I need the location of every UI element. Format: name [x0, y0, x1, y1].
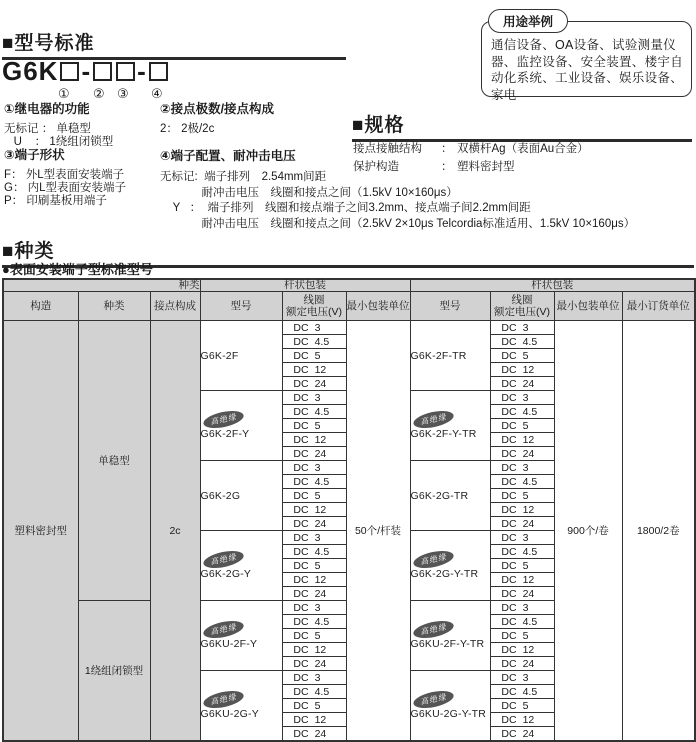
voltage-prefix: DC: [501, 601, 517, 614]
coil-voltage-cell: [490, 573, 554, 587]
coil-voltage-cell: [490, 335, 554, 349]
coil-voltage-cell: [282, 475, 346, 489]
voltage-value: 3: [522, 531, 529, 544]
spec-key: 接点接触结构: [353, 143, 422, 155]
voltage-prefix: DC: [293, 601, 309, 614]
spec-separator: ：: [441, 160, 453, 173]
col-header-model: 型号: [410, 292, 490, 321]
model-code-prefix: G6K: [2, 55, 59, 86]
section-title: ④端子配置、耐冲击电压: [160, 149, 296, 163]
coil-voltage-cell: [282, 391, 346, 405]
voltage-value: 24: [522, 377, 535, 390]
voltage-value: 3: [522, 671, 529, 684]
voltage-value: 4.5: [522, 405, 538, 418]
voltage-prefix: DC: [293, 699, 309, 712]
spec-value: 塑料密封型: [457, 160, 515, 173]
coil-voltage-cell: [490, 377, 554, 391]
voltage-prefix: DC: [293, 503, 309, 516]
voltage-prefix: DC: [501, 629, 517, 642]
coil-voltage-cell: [282, 601, 346, 615]
stick-model-cell: [200, 671, 282, 742]
specs-heading: ■规格: [352, 110, 692, 142]
voltage-value: 12: [522, 643, 535, 656]
coil-header-line1: 线圈: [511, 294, 533, 306]
model-number: G6K-2G-Y: [200, 568, 252, 580]
voltage-value: 24: [522, 447, 535, 460]
voltage-prefix: DC: [501, 685, 517, 698]
voltage-value: 4.5: [314, 545, 330, 558]
voltage-prefix: DC: [501, 643, 517, 656]
voltage-value: 4.5: [522, 335, 538, 348]
digit-label: ②: [93, 86, 105, 101]
coil-voltage-cell: [282, 699, 346, 713]
voltage-prefix: DC: [293, 489, 309, 502]
coil-voltage-cell: [282, 321, 346, 335]
table-row: [3, 321, 695, 335]
section-title: ①继电器的功能: [4, 102, 90, 116]
coil-voltage-cell: [490, 727, 554, 742]
tape-packaging-group-header: 杆状包装: [410, 279, 695, 292]
coil-voltage-cell: [490, 629, 554, 643]
spec-key: 保护构造: [353, 160, 399, 173]
voltage-prefix: DC: [293, 349, 309, 362]
model-number: G6K-2G: [200, 489, 241, 502]
voltage-value: 4.5: [314, 405, 330, 418]
voltage-value: 12: [314, 503, 327, 516]
voltage-prefix: DC: [501, 727, 517, 740]
col-header-contact: 接点构成: [150, 292, 200, 321]
stick-packaging-group-header: 杆状包装: [200, 279, 410, 292]
coil-header-line2: 额定电压(V): [494, 306, 551, 318]
model-number: G6K-2G-Y-TR: [410, 568, 479, 580]
coil-voltage-cell: [282, 615, 346, 629]
coil-voltage-cell: [282, 559, 346, 573]
construction-cell: 塑料密封型: [3, 321, 78, 742]
tape-model-cell: [410, 461, 490, 531]
voltage-value: 24: [522, 587, 535, 600]
text-line: Y ： 端子排列 线圈和接点端子之间3.2mm、接点端子间2.2mm间距: [160, 202, 531, 214]
usage-examples-body: 通信设备、OA设备、试验测量仪器、监控设备、安全装置、楼宇自动化系统、工业设备、娱乐设备、家电: [491, 38, 684, 102]
tape-model-cell: [410, 321, 490, 391]
tape-min-pack-cell: 900个/卷: [554, 321, 622, 742]
voltage-value: 4.5: [522, 475, 538, 488]
coil-voltage-cell: [282, 461, 346, 475]
coil-voltage-cell: [282, 433, 346, 447]
text-line: 无标记 ： 单稳型: [4, 123, 91, 135]
voltage-value: 4.5: [314, 475, 330, 488]
voltage-prefix: DC: [293, 321, 309, 334]
voltage-prefix: DC: [293, 629, 309, 642]
voltage-value: 24: [314, 377, 327, 390]
voltage-value: 5: [522, 419, 529, 432]
voltage-prefix: DC: [293, 727, 309, 740]
voltage-prefix: DC: [293, 475, 309, 488]
voltage-prefix: DC: [501, 433, 517, 446]
voltage-prefix: DC: [501, 419, 517, 432]
coil-voltage-cell: [282, 727, 346, 742]
voltage-value: 12: [522, 503, 535, 516]
model-number: G6K-2G-TR: [410, 489, 469, 502]
voltage-prefix: DC: [293, 545, 309, 558]
coil-voltage-cell: [282, 671, 346, 685]
coil-voltage-cell: [490, 713, 554, 727]
voltage-prefix: DC: [293, 573, 309, 586]
voltage-value: 12: [314, 573, 327, 586]
coil-voltage-cell: [282, 363, 346, 377]
coil-voltage-cell: [490, 349, 554, 363]
voltage-prefix: DC: [501, 657, 517, 670]
voltage-prefix: DC: [293, 713, 309, 726]
voltage-value: 24: [314, 727, 327, 740]
voltage-value: 5: [314, 699, 321, 712]
spec-row: [353, 159, 589, 177]
coil-voltage-cell: [282, 573, 346, 587]
coil-voltage-cell: [282, 517, 346, 531]
coil-voltage-cell: [490, 531, 554, 545]
voltage-value: 5: [314, 559, 321, 572]
col-header-min-pack: 最小包装单位: [554, 292, 622, 321]
voltage-value: 24: [314, 657, 327, 670]
coil-voltage-cell: [490, 517, 554, 531]
coil-voltage-cell: [282, 643, 346, 657]
voltage-value: 3: [522, 321, 529, 334]
model-code-box: [60, 62, 79, 81]
voltage-prefix: DC: [501, 391, 517, 404]
voltage-prefix: DC: [293, 517, 309, 530]
tape-model-cell: [410, 671, 490, 742]
section-title: ③端子形状: [4, 148, 65, 162]
coil-voltage-cell: [282, 713, 346, 727]
high-insulation-badge: 高绝缘: [201, 548, 244, 571]
voltage-value: 12: [314, 363, 327, 376]
table-corner-label: 种类: [3, 279, 200, 292]
voltage-prefix: DC: [293, 363, 309, 376]
tape-model-cell: [410, 391, 490, 461]
coil-header-line1: 线圈: [303, 294, 325, 306]
stick-model-cell: [200, 601, 282, 671]
coil-voltage-cell: [490, 461, 554, 475]
voltage-prefix: DC: [293, 447, 309, 460]
voltage-prefix: DC: [501, 559, 517, 572]
model-code-box: [93, 62, 112, 81]
tape-model-cell: [410, 601, 490, 671]
model-number: G6KU-2G-Y-TR: [410, 708, 487, 720]
col-header-model: 型号: [200, 292, 282, 321]
voltage-value: 12: [314, 643, 327, 656]
voltage-value: 4.5: [314, 615, 330, 628]
col-header-coil-voltage: [282, 292, 346, 321]
section-title: ②接点极数/接点构成: [160, 102, 275, 116]
voltage-prefix: DC: [501, 615, 517, 628]
voltage-prefix: DC: [501, 587, 517, 600]
voltage-value: 3: [314, 321, 321, 334]
voltage-prefix: DC: [293, 377, 309, 390]
voltage-prefix: DC: [501, 489, 517, 502]
voltage-value: 24: [522, 517, 535, 530]
model-number: G6K-2F-Y: [200, 428, 250, 440]
spec-row: [353, 141, 589, 159]
voltage-prefix: DC: [501, 503, 517, 516]
voltage-value: 3: [314, 391, 321, 404]
coil-header-line2: 额定电压(V): [286, 306, 342, 318]
voltage-prefix: DC: [501, 475, 517, 488]
voltage-prefix: DC: [293, 335, 309, 348]
voltage-prefix: DC: [501, 335, 517, 348]
coil-voltage-cell: [490, 643, 554, 657]
specs-list: [353, 141, 589, 176]
voltage-value: 4.5: [314, 335, 330, 348]
coil-voltage-cell: [282, 657, 346, 671]
high-insulation-badge: 高绝缘: [411, 408, 454, 431]
text-line: G： 内L型表面安装端子: [4, 182, 127, 194]
coil-voltage-cell: [490, 433, 554, 447]
contact-config-cell: 2c: [150, 321, 200, 742]
voltage-prefix: DC: [501, 671, 517, 684]
coil-voltage-cell: [490, 587, 554, 601]
voltage-prefix: DC: [501, 447, 517, 460]
coil-voltage-cell: [490, 363, 554, 377]
voltage-value: 5: [522, 699, 529, 712]
voltage-prefix: DC: [293, 587, 309, 600]
model-number: G6KU-2F-Y: [200, 638, 258, 650]
coil-voltage-cell: [282, 377, 346, 391]
types-subheading: ●表面安装端子型标准型号: [2, 262, 153, 277]
model-code: [2, 55, 170, 86]
voltage-value: 24: [522, 657, 535, 670]
col-header-min-order: 最小订货单位: [622, 292, 695, 321]
model-number: G6KU-2F-Y-TR: [410, 638, 485, 650]
digit-label: ①: [58, 86, 70, 101]
col-header-type: 种类: [78, 292, 150, 321]
voltage-value: 12: [522, 363, 535, 376]
stick-model-cell: [200, 321, 282, 391]
digit-label: ④: [151, 86, 163, 101]
voltage-value: 3: [522, 601, 529, 614]
voltage-value: 3: [314, 601, 321, 614]
voltage-prefix: DC: [501, 545, 517, 558]
stick-min-pack-cell: 50个/杆装: [346, 321, 410, 742]
voltage-value: 3: [314, 671, 321, 684]
voltage-value: 5: [314, 629, 321, 642]
coil-voltage-cell: [490, 489, 554, 503]
high-insulation-badge: 高绝缘: [201, 618, 244, 641]
voltage-value: 5: [314, 489, 321, 502]
voltage-prefix: DC: [501, 713, 517, 726]
min-order-cell: 1800/2卷: [622, 321, 695, 742]
tape-model-cell: [410, 531, 490, 601]
voltage-value: 4.5: [522, 545, 538, 558]
usage-examples-box: [481, 15, 692, 102]
text-line: 耐冲击电压 线圈和接点之间（2.5kV 2×10μs Telcordia标准适用、1.5kV 10×160μs）: [160, 217, 636, 230]
type-cell: 1绕组闭锁型: [78, 601, 150, 742]
voltage-value: 12: [522, 433, 535, 446]
text-line: 耐冲击电压 线圈和接点之间（1.5kV 10×160μs）: [160, 186, 458, 199]
col-header-min-pack: 最小包装单位: [346, 292, 410, 321]
types-table: [2, 278, 696, 742]
coil-voltage-cell: [490, 559, 554, 573]
coil-voltage-cell: [282, 405, 346, 419]
section-terminal-shape: [4, 149, 126, 208]
voltage-value: 4.5: [522, 615, 538, 628]
text-line: F： 外L型表面安装端子: [4, 169, 125, 181]
coil-voltage-cell: [490, 447, 554, 461]
usage-examples-tab: 用途举例: [488, 9, 568, 33]
voltage-value: 24: [314, 587, 327, 600]
voltage-prefix: DC: [293, 405, 309, 418]
voltage-prefix: DC: [501, 531, 517, 544]
coil-voltage-cell: [282, 419, 346, 433]
coil-voltage-cell: [282, 349, 346, 363]
high-insulation-badge: 高绝缘: [411, 548, 454, 571]
coil-voltage-cell: [282, 531, 346, 545]
coil-voltage-cell: [490, 405, 554, 419]
types-heading: ■种类: [2, 236, 694, 268]
coil-voltage-cell: [490, 391, 554, 405]
text-line: U ： 1绕组闭锁型: [4, 136, 114, 148]
coil-voltage-cell: [490, 419, 554, 433]
voltage-prefix: DC: [501, 349, 517, 362]
voltage-value: 3: [522, 461, 529, 474]
coil-voltage-cell: [490, 699, 554, 713]
coil-voltage-cell: [282, 587, 346, 601]
type-cell: 单稳型: [78, 321, 150, 601]
section-contact-poles: [160, 103, 274, 136]
model-number: G6K-2F-Y-TR: [410, 428, 477, 440]
coil-voltage-cell: [282, 503, 346, 517]
section-relay-function: [4, 103, 113, 149]
voltage-prefix: DC: [501, 363, 517, 376]
types-table-body: [3, 321, 695, 742]
high-insulation-badge: 高绝缘: [411, 688, 454, 711]
stick-model-cell: [200, 391, 282, 461]
coil-voltage-cell: [490, 685, 554, 699]
voltage-value: 5: [522, 629, 529, 642]
voltage-prefix: DC: [293, 461, 309, 474]
voltage-prefix: DC: [293, 643, 309, 656]
model-code-box: [149, 62, 168, 81]
voltage-prefix: DC: [293, 559, 309, 572]
voltage-prefix: DC: [293, 433, 309, 446]
voltage-value: 5: [522, 559, 529, 572]
voltage-value: 24: [314, 447, 327, 460]
voltage-prefix: DC: [293, 615, 309, 628]
coil-voltage-cell: [282, 629, 346, 643]
voltage-value: 4.5: [522, 685, 538, 698]
coil-voltage-cell: [490, 321, 554, 335]
model-code-dash: -: [137, 55, 147, 86]
coil-voltage-cell: [282, 335, 346, 349]
voltage-prefix: DC: [501, 573, 517, 586]
coil-voltage-cell: [282, 447, 346, 461]
voltage-value: 3: [314, 461, 321, 474]
coil-voltage-cell: [490, 671, 554, 685]
model-code-dash: -: [81, 55, 92, 86]
coil-voltage-cell: [282, 685, 346, 699]
voltage-prefix: DC: [501, 321, 517, 334]
col-header-construction: 构造: [3, 292, 78, 321]
voltage-prefix: DC: [293, 657, 309, 670]
coil-voltage-cell: [282, 545, 346, 559]
text-line: 2： 2极/2c: [160, 123, 215, 135]
model-number: G6K-2F: [200, 349, 239, 362]
voltage-prefix: DC: [293, 685, 309, 698]
voltage-prefix: DC: [501, 405, 517, 418]
stick-model-cell: [200, 531, 282, 601]
voltage-prefix: DC: [293, 391, 309, 404]
voltage-value: 4.5: [314, 685, 330, 698]
coil-voltage-cell: [282, 489, 346, 503]
model-code-box: [116, 62, 135, 81]
high-insulation-badge: 高绝缘: [411, 618, 454, 641]
voltage-prefix: DC: [501, 461, 517, 474]
voltage-value: 12: [522, 713, 535, 726]
voltage-value: 3: [522, 391, 529, 404]
voltage-prefix: DC: [501, 699, 517, 712]
high-insulation-badge: 高绝缘: [201, 688, 244, 711]
voltage-prefix: DC: [293, 531, 309, 544]
coil-voltage-cell: [490, 475, 554, 489]
voltage-value: 5: [522, 349, 529, 362]
voltage-value: 3: [314, 531, 321, 544]
voltage-prefix: DC: [293, 671, 309, 684]
voltage-prefix: DC: [293, 419, 309, 432]
digit-label: ③: [117, 86, 129, 101]
voltage-value: 5: [314, 349, 321, 362]
model-standard-heading: ■型号标准: [2, 28, 346, 60]
coil-voltage-cell: [490, 601, 554, 615]
coil-voltage-cell: [490, 615, 554, 629]
stick-model-cell: [200, 461, 282, 531]
voltage-value: 12: [522, 573, 535, 586]
model-number: G6K-2F-TR: [410, 349, 467, 362]
voltage-value: 5: [522, 489, 529, 502]
voltage-value: 12: [314, 433, 327, 446]
coil-voltage-cell: [490, 545, 554, 559]
spec-separator: ：: [441, 143, 453, 155]
spec-value: 双横杆Ag（表面Au合金）: [457, 143, 589, 155]
voltage-value: 5: [314, 419, 321, 432]
voltage-prefix: DC: [501, 377, 517, 390]
high-insulation-badge: 高绝缘: [201, 408, 244, 431]
coil-voltage-cell: [490, 503, 554, 517]
voltage-prefix: DC: [501, 517, 517, 530]
text-line: 无标记: 端子排列 2.54mm间距: [160, 171, 327, 183]
voltage-value: 24: [314, 517, 327, 530]
text-line: P： 印刷基板用端子: [4, 195, 107, 207]
model-number: G6KU-2G-Y: [200, 708, 259, 720]
voltage-value: 24: [522, 727, 535, 740]
coil-voltage-cell: [490, 657, 554, 671]
col-header-coil-voltage: [490, 292, 554, 321]
voltage-value: 12: [314, 713, 327, 726]
